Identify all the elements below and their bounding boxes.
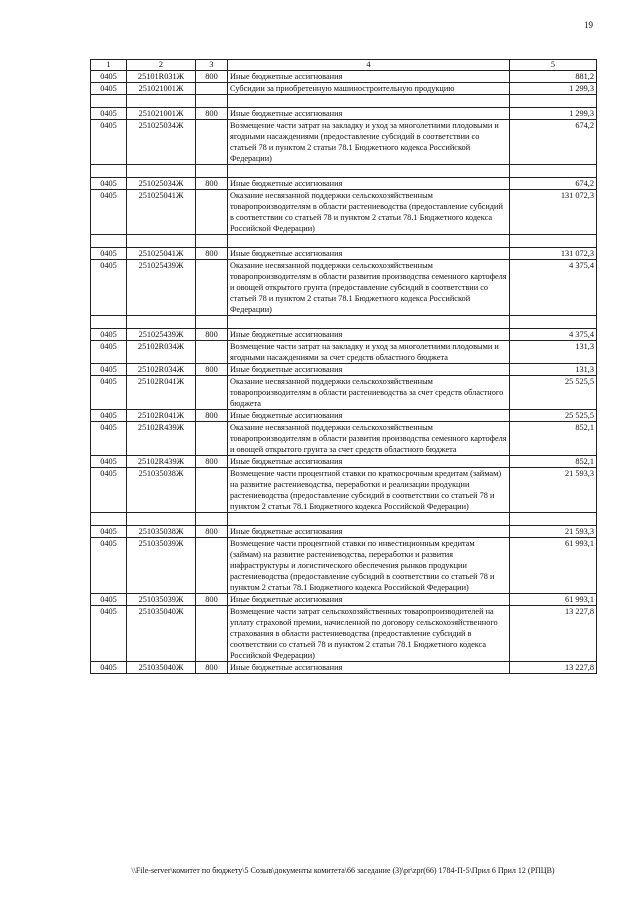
item-name-cell: Иные бюджетные ассигнования [228,526,510,538]
target-code-cell: 25101R031Ж [127,71,196,83]
section-code-cell: 0405 [91,422,127,456]
expense-type-cell: 800 [196,248,228,260]
amount-cell: 13 227,8 [510,606,597,662]
item-name-cell: Иные бюджетные ассигнования [228,410,510,422]
spacer-cell [91,95,127,108]
spacer-cell [228,95,510,108]
amount-cell: 25 525,5 [510,376,597,410]
target-code-cell: 251035040Ж [127,606,196,662]
expense-type-cell [196,606,228,662]
target-code-cell: 25102R034Ж [127,341,196,364]
section-code-cell: 0405 [91,260,127,316]
table-row [91,594,597,606]
column-header: 4 [228,60,510,71]
amount-cell: 852,1 [510,456,597,468]
amount-cell: 131 072,3 [510,248,597,260]
item-name-cell: Иные бюджетные ассигнования [228,108,510,120]
section-code-cell: 0405 [91,83,127,95]
column-header: 1 [91,60,127,71]
section-code-cell: 0405 [91,120,127,165]
expense-type-cell [196,83,228,95]
section-code-cell: 0405 [91,248,127,260]
section-code-cell: 0405 [91,108,127,120]
spacer-cell [127,95,196,108]
expense-type-cell: 800 [196,594,228,606]
spacer-cell [228,235,510,248]
spacer-cell [510,513,597,526]
spacer-cell [196,95,228,108]
spacer-cell [91,235,127,248]
spacer-cell [196,235,228,248]
column-header: 5 [510,60,597,71]
section-code-cell: 0405 [91,376,127,410]
target-code-cell: 251025041Ж [127,248,196,260]
amount-cell: 1 299,3 [510,83,597,95]
spacer-cell [196,316,228,329]
amount-cell: 881,2 [510,71,597,83]
amount-cell: 1 299,3 [510,108,597,120]
amount-cell: 674,2 [510,178,597,190]
footer-file-path: \\File-server\комитет по бюджету\5 Созыв\документы комитета\66 заседание (3)\pr\zpr(66) 1784-П-5\Прил 6 Прил 12 (РПЦВ) [131,866,555,875]
expense-type-cell [196,190,228,235]
spacer-cell [228,513,510,526]
row-spacer [91,165,597,178]
target-code-cell: 251025439Ж [127,329,196,341]
spacer-cell [510,165,597,178]
item-name-cell: Иные бюджетные ассигнования [228,329,510,341]
table-row [91,260,597,316]
column-header: 2 [127,60,196,71]
amount-cell: 13 227,8 [510,662,597,674]
expense-type-cell: 800 [196,329,228,341]
amount-cell: 61 993,1 [510,594,597,606]
target-code-cell: 251035040Ж [127,662,196,674]
item-name-cell: Иные бюджетные ассигнования [228,364,510,376]
section-code-cell: 0405 [91,341,127,364]
table-row [91,538,597,594]
row-spacer [91,95,597,108]
amount-cell: 61 993,1 [510,538,597,594]
target-code-cell: 251035038Ж [127,468,196,513]
column-header: 3 [196,60,228,71]
target-code-cell: 251035038Ж [127,526,196,538]
target-code-cell: 251025034Ж [127,120,196,165]
item-name-cell: Возмещение части затрат сельскохозяйственных товаропроизводителей на уплату страховой премии, начисленной по договору сельскохозяйственного страхования в области растениеводства (предоставление субсидий в соответствии со статьей 78 и пунктом 2 статьи 78.1 Бюджетного кодекса Российской Федерации) [228,606,510,662]
table-row [91,410,597,422]
table-row [91,329,597,341]
expense-type-cell [196,341,228,364]
amount-cell: 852,1 [510,422,597,456]
amount-cell: 131,3 [510,364,597,376]
table-row [91,178,597,190]
spacer-cell [196,513,228,526]
spacer-cell [228,316,510,329]
section-code-cell: 0405 [91,71,127,83]
expense-type-cell: 800 [196,71,228,83]
table-row [91,376,597,410]
target-code-cell: 251021001Ж [127,83,196,95]
spacer-cell [510,95,597,108]
table-row [91,108,597,120]
section-code-cell: 0405 [91,329,127,341]
target-code-cell: 251025439Ж [127,260,196,316]
expense-type-cell [196,468,228,513]
spacer-cell [510,316,597,329]
amount-cell: 21 593,3 [510,468,597,513]
amount-cell: 131 072,3 [510,190,597,235]
section-code-cell: 0405 [91,364,127,376]
item-name-cell: Иные бюджетные ассигнования [228,594,510,606]
target-code-cell: 25102R041Ж [127,410,196,422]
target-code-cell: 25102R439Ж [127,456,196,468]
item-name-cell: Иные бюджетные ассигнования [228,178,510,190]
section-code-cell: 0405 [91,606,127,662]
expense-type-cell: 800 [196,410,228,422]
section-code-cell: 0405 [91,410,127,422]
spacer-cell [127,316,196,329]
amount-cell: 4 375,4 [510,260,597,316]
target-code-cell: 251035039Ж [127,538,196,594]
row-spacer [91,316,597,329]
expense-type-cell: 800 [196,108,228,120]
table-row [91,83,597,95]
item-name-cell: Возмещение части затрат на закладку и уход за многолетними плодовыми и ягодными насаждениями за счет средств областного бюджета [228,341,510,364]
target-code-cell: 25102R041Ж [127,376,196,410]
expense-type-cell [196,538,228,594]
expense-type-cell [196,422,228,456]
target-code-cell: 251035039Ж [127,594,196,606]
amount-cell: 674,2 [510,120,597,165]
target-code-cell: 25102R034Ж [127,364,196,376]
budget-table [90,59,597,674]
item-name-cell: Иные бюджетные ассигнования [228,248,510,260]
item-name-cell: Оказание несвязанной поддержки сельскохозяйственным товаропроизводителям в области растениеводства за счет средств областного бюджета [228,376,510,410]
amount-cell: 21 593,3 [510,526,597,538]
table-row [91,248,597,260]
section-code-cell: 0405 [91,178,127,190]
expense-type-cell [196,260,228,316]
section-code-cell: 0405 [91,526,127,538]
item-name-cell: Иные бюджетные ассигнования [228,662,510,674]
spacer-cell [91,316,127,329]
spacer-cell [510,235,597,248]
table-row [91,120,597,165]
item-name-cell: Оказание несвязанной поддержки сельскохозяйственным товаропроизводителям в области развития производства семенного картофеля и овощей открытого грунта за счет средств областного бюджета [228,422,510,456]
expense-type-cell: 800 [196,526,228,538]
page-number: 19 [584,20,593,30]
spacer-cell [91,513,127,526]
row-spacer [91,235,597,248]
table-row [91,364,597,376]
expense-type-cell [196,120,228,165]
table-row [91,190,597,235]
spacer-cell [127,513,196,526]
section-code-cell: 0405 [91,538,127,594]
expense-type-cell: 800 [196,662,228,674]
table-row [91,526,597,538]
item-name-cell: Субсидии за приобретенную машиностроительную продукцию [228,83,510,95]
spacer-cell [127,165,196,178]
table-row [91,456,597,468]
item-name-cell: Иные бюджетные ассигнования [228,71,510,83]
amount-cell: 25 525,5 [510,410,597,422]
section-code-cell: 0405 [91,662,127,674]
spacer-cell [228,165,510,178]
target-code-cell: 251025034Ж [127,178,196,190]
section-code-cell: 0405 [91,468,127,513]
spacer-cell [127,235,196,248]
table-row [91,71,597,83]
item-name-cell: Оказание несвязанной поддержки сельскохозяйственным товаропроизводителям в области растениеводства (предоставление субсидий в соответствии со статьей 78 и пунктом 2 статьи 78.1 Бюджетного кодекса Российской Федерации) [228,190,510,235]
expense-type-cell: 800 [196,364,228,376]
table-row [91,606,597,662]
spacer-cell [91,165,127,178]
expense-type-cell: 800 [196,456,228,468]
target-code-cell: 25102R439Ж [127,422,196,456]
section-code-cell: 0405 [91,190,127,235]
item-name-cell: Возмещение части процентной ставки по инвестиционным кредитам (займам) на развитие растениеводства, переработки и развития инфраструктуры и логистического обеспечения рынков продукции растениеводства (предоставление субсидий в соответствии со статьей 78 и пунктом 2 статьи 78.1 Бюджетного кодекса Российской Федерации) [228,538,510,594]
section-code-cell: 0405 [91,594,127,606]
expense-type-cell [196,376,228,410]
amount-cell: 4 375,4 [510,329,597,341]
item-name-cell: Оказание несвязанной поддержки сельскохозяйственным товаропроизводителям в области развития производства семенного картофеля и овощей открытого грунта (предоставление субсидий в соответствии со статьей 78 и пунктом 2 статьи 78.1 Бюджетного кодекса Российской Федерации) [228,260,510,316]
target-code-cell: 251025041Ж [127,190,196,235]
amount-cell: 131,3 [510,341,597,364]
item-name-cell: Возмещение части затрат на закладку и уход за многолетними плодовыми и ягодными насаждениями (предоставление субсидий в соответствии со статьей 78 и пунктом 2 статьи 78.1 Бюджетного кодекса Российской Федерации) [228,120,510,165]
row-spacer [91,513,597,526]
table-row [91,341,597,364]
spacer-cell [196,165,228,178]
item-name-cell: Возмещение части процентной ставки по краткосрочным кредитам (займам) на развитие растениеводства, переработки и реализации продукции растениеводства (предоставление субсидий в соответствии со статьей 78 и пунктом 2 статьи 78.1 Бюджетного кодекса Российской Федерации) [228,468,510,513]
table-row [91,662,597,674]
section-code-cell: 0405 [91,456,127,468]
item-name-cell: Иные бюджетные ассигнования [228,456,510,468]
expense-type-cell: 800 [196,178,228,190]
table-header-row [91,60,597,71]
table-row [91,468,597,513]
target-code-cell: 251021001Ж [127,108,196,120]
table-row [91,422,597,456]
